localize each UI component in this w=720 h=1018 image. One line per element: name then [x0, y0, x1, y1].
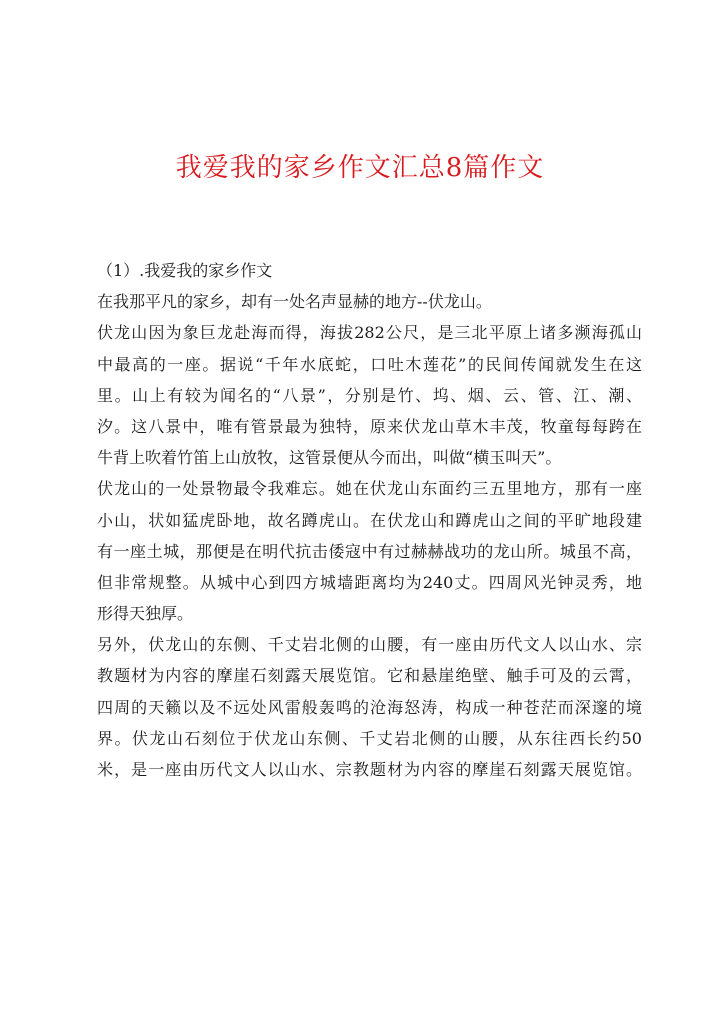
document-title: 我爱我的家乡作文汇总8篇作文	[175, 153, 545, 183]
body-line: 米，是一座由历代文人以山水、宗教题材为内容的摩崖石刻露天展览馆。	[97, 760, 642, 779]
document-body	[97, 255, 642, 785]
body-line: 伏龙山的一处景物最令我难忘。她在伏龙山东面约三五里地方，那有一座	[97, 479, 642, 499]
body-line: 形得天独厚。	[97, 604, 194, 624]
body-line: 但非常规整。从城中心到四方城墙距离均为240丈。四周风光钟灵秀，地	[97, 572, 642, 592]
body-line: 中最高的一座。据说“千年水底蛇，口吐木莲花”的民间传闻就发生在这	[97, 354, 642, 374]
body-line: 伏龙山因为象巨龙赴海而得，海拔282公尺，是三北平原上诸多濒海孤山	[97, 323, 642, 343]
body-line: 界。伏龙山石刻位于伏龙山东侧、千丈岩北侧的山腰，从东往西长约50	[97, 728, 642, 748]
body-line: 教题材为内容的摩崖石刻露天展览馆。它和悬崖绝壁、触手可及的云霄，	[97, 666, 642, 686]
body-line: 四周的天籁以及不远处风雷般轰鸣的沧海怒涛，构成一种苍茫而深邃的境	[97, 697, 642, 717]
body-line: （1）.我爱我的家乡作文	[97, 261, 273, 280]
body-line: 汐。这八景中，唯有管景最为独特，原来伏龙山草木丰茂，牧童每每跨在	[97, 416, 642, 436]
body-line: 里。山上有较为闻名的“八景”，分别是竹、坞、烟、云、管、江、潮、	[97, 385, 642, 405]
body-line: 有一座土城，那便是在明代抗击倭寇中有过赫赫战功的龙山所。城虽不高，	[97, 541, 642, 561]
body-line: 在我那平凡的家乡，却有一处名声显赫的地方--伏龙山。	[97, 292, 492, 312]
body-line: 另外，伏龙山的东侧、千丈岩北侧的山腰，有一座由历代文人以山水、宗	[97, 635, 642, 655]
body-line: 牛背上吹着竹笛上山放牧，这管景便从今而出，叫做“横玉叫天”。	[97, 448, 562, 468]
body-line: 小山，状如猛虎卧地，故名蹲虎山。在伏龙山和蹲虎山之间的平旷地段建	[97, 510, 642, 530]
